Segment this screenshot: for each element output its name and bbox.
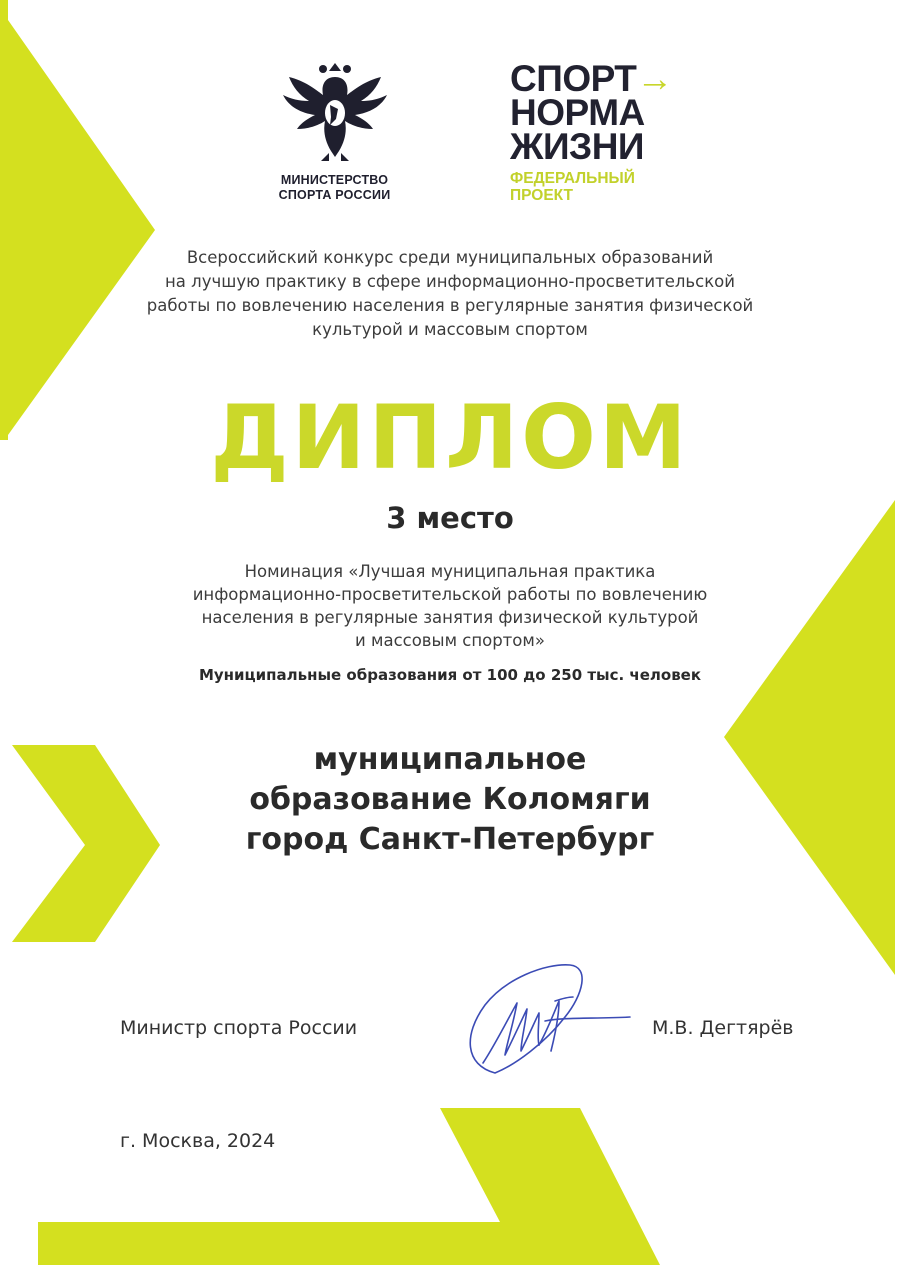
signer-name: М.В. Дегтярёв <box>652 1017 794 1039</box>
project-word-sport: СПОРТ <box>510 58 637 99</box>
chevron-top-left <box>0 0 155 440</box>
place-date: г. Москва, 2024 <box>120 1130 276 1152</box>
arrow-right-icon: → <box>636 58 673 99</box>
signer-role: Министр спорта России <box>120 1017 358 1039</box>
project-logo-line3: ЖИЗНИ <box>510 126 645 167</box>
recipient-name: муниципальное образование Коломяги город Санкт-Петербург <box>245 742 655 857</box>
ministry-logo <box>262 55 407 203</box>
project-logo-line1 <box>510 58 680 99</box>
ministry-caption: МИНИСТЕРСТВО СПОРТА РОССИИ <box>278 173 391 202</box>
project-logo-line2: НОРМА <box>510 92 645 133</box>
nomination-text: Номинация «Лучшая муниципальная практика информационно-просветительской работы по вовлечению населения в регулярные занятия физической культурой и массовым спортом» <box>192 562 708 650</box>
project-logo <box>510 58 680 204</box>
double-headed-eagle-icon <box>275 55 395 165</box>
diploma-title: ДИПЛОМ <box>210 386 690 489</box>
category-text: Муниципальные образования от 100 до 250 тыс. человек <box>198 666 702 684</box>
signature <box>455 955 635 1085</box>
contest-description: Всероссийский конкурс среди муниципальных образований на лучшую практику в сфере информационно-просветительской работы по вовлечению населения в регулярные занятия физической культурой и массовым спортом <box>146 248 754 339</box>
project-logo-subtitle: ФЕДЕРАЛЬНЫЙ ПРОЕКТ <box>510 170 635 204</box>
place-award: 3 место <box>386 501 514 535</box>
chevron-mid-left <box>12 745 160 942</box>
